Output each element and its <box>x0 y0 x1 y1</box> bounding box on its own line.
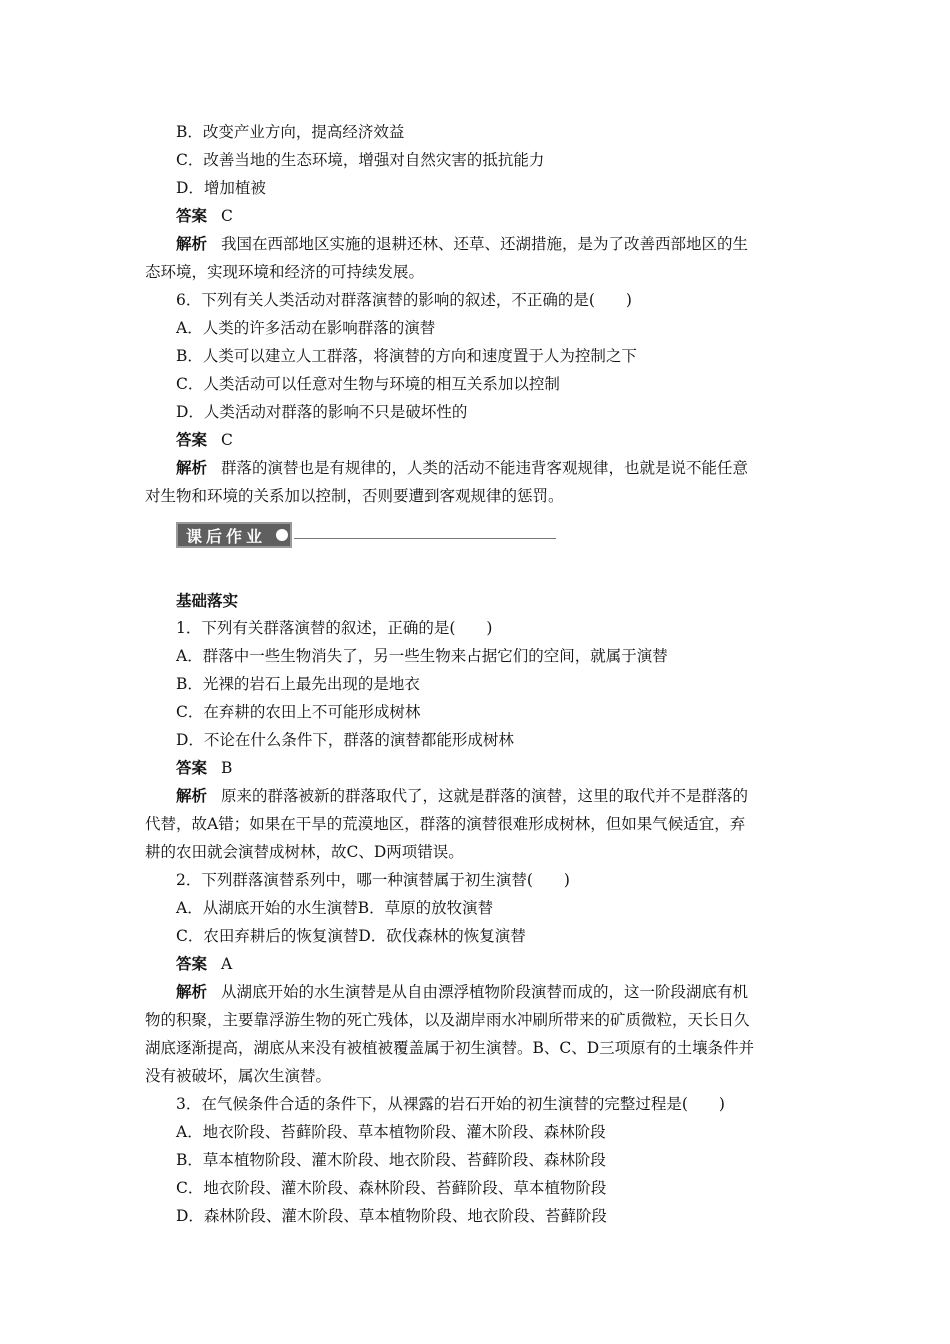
h1-option-c: C．在弃耕的农田上不可能形成树林 <box>176 703 421 721</box>
homework-banner <box>176 522 556 552</box>
analysis-text: 从湖底开始的水生演替是从自由漂浮植物阶段演替而成的，这一阶段湖底有机 <box>221 983 749 1001</box>
answer-label: 答案 <box>176 759 208 777</box>
q6-stem: 6．下列有关人类活动对群落演替的影响的叙述，不正确的是( ) <box>176 291 632 309</box>
q6-option-c: C．人类活动可以任意对生物与环境的相互关系加以控制 <box>176 375 560 393</box>
h1-option-a: A．群落中一些生物消失了，另一些生物来占据它们的空间，就属于演替 <box>176 647 668 665</box>
q6-option-b: B．人类可以建立人工群落，将演替的方向和速度置于人为控制之下 <box>176 347 637 365</box>
bullet-dot-icon <box>276 529 288 541</box>
q5-analysis-line-1 <box>176 230 816 258</box>
answer-label: 答案 <box>176 431 208 449</box>
q6-analysis-line-2: 对生物和环境的关系加以控制，否则要遭到客观规律的惩罚。 <box>145 487 564 505</box>
q5-option-d: D．增加植被 <box>176 179 266 197</box>
analysis-label: 解析 <box>176 459 208 477</box>
answer-label: 答案 <box>176 955 208 973</box>
analysis-label: 解析 <box>176 787 208 805</box>
answer-value: C <box>221 207 233 225</box>
q6-option-d: D．人类活动对群落的影响不只是破坏性的 <box>176 403 468 421</box>
q6-option-a: A．人类的许多活动在影响群落的演替 <box>176 319 436 337</box>
h3-option-b: B．草本植物阶段、灌木阶段、地衣阶段、苔藓阶段、森林阶段 <box>176 1151 606 1169</box>
q5-answer <box>176 202 816 230</box>
h2-stem: 2．下列群落演替系列中，哪一种演替属于初生演替( ) <box>176 871 570 889</box>
analysis-label: 解析 <box>176 235 208 253</box>
h1-stem: 1．下列有关群落演替的叙述，正确的是( ) <box>176 619 493 637</box>
h3-option-a: A．地衣阶段、苔藓阶段、草本植物阶段、灌木阶段、森林阶段 <box>176 1123 606 1141</box>
h2-options-ab: A．从湖底开始的水生演替B．草原的放牧演替 <box>176 899 494 917</box>
q6-answer <box>176 426 816 454</box>
answer-value: B <box>221 759 233 777</box>
analysis-text: 我国在西部地区实施的退耕还林、还草、还湖措施，是为了改善西部地区的生 <box>221 235 749 253</box>
h1-analysis-line-2: 代替，故A错；如果在干旱的荒漠地区，群落的演替很难形成树林，但如果气候适宜，弃 <box>145 815 746 833</box>
answer-label: 答案 <box>176 207 208 225</box>
q5-analysis-line-2: 态环境，实现环境和经济的可持续发展。 <box>145 263 425 281</box>
h2-analysis-line-2: 物的积聚，主要靠浮游生物的死亡残体，以及湖岸雨水冲刷所带来的矿质微粒，天长日久 <box>145 1011 750 1029</box>
q6-analysis-line-1 <box>176 454 816 482</box>
h2-answer <box>176 950 816 978</box>
h3-stem: 3．在气候条件合适的条件下，从裸露的岩石开始的初生演替的完整过程是( ) <box>176 1095 725 1113</box>
banner-label: 课后作业 <box>176 522 292 548</box>
h2-options-cd: C．农田弃耕后的恢复演替D．砍伐森林的恢复演替 <box>176 927 526 945</box>
h1-analysis-line-1 <box>176 782 816 810</box>
h1-option-b: B．光裸的岩石上最先出现的是地衣 <box>176 675 420 693</box>
answer-value: C <box>221 431 233 449</box>
analysis-text: 原来的群落被新的群落取代了，这就是群落的演替，这里的取代并不是群落的 <box>221 787 749 805</box>
banner-rule <box>294 538 556 539</box>
h2-analysis-line-4: 没有被破坏，属次生演替。 <box>145 1067 332 1085</box>
h1-answer <box>176 754 816 782</box>
h3-option-c: C．地衣阶段、灌木阶段、森林阶段、苔藓阶段、草本植物阶段 <box>176 1179 607 1197</box>
h1-option-d: D．不论在什么条件下，群落的演替都能形成树林 <box>176 731 514 749</box>
h1-analysis-line-3: 耕的农田就会演替成树林，故C、D两项错误。 <box>145 843 464 861</box>
h3-option-d: D．森林阶段、灌木阶段、草本植物阶段、地衣阶段、苔藓阶段 <box>176 1207 607 1225</box>
q5-option-b: B．改变产业方向，提高经济效益 <box>176 123 405 141</box>
h2-analysis-line-3: 湖底逐渐提高，湖底从来没有被植被覆盖属于初生演替。B、C、D三项原有的土壤条件并 <box>145 1039 755 1057</box>
q5-option-c: C．改善当地的生态环境，增强对自然灾害的抵抗能力 <box>176 151 545 169</box>
analysis-label: 解析 <box>176 983 208 1001</box>
section-title: 基础落实 <box>176 592 239 610</box>
analysis-text: 群落的演替也是有规律的，人类的活动不能违背客观规律，也就是说不能任意 <box>221 459 749 477</box>
h2-analysis-line-1 <box>176 978 816 1006</box>
answer-value: A <box>221 955 233 973</box>
